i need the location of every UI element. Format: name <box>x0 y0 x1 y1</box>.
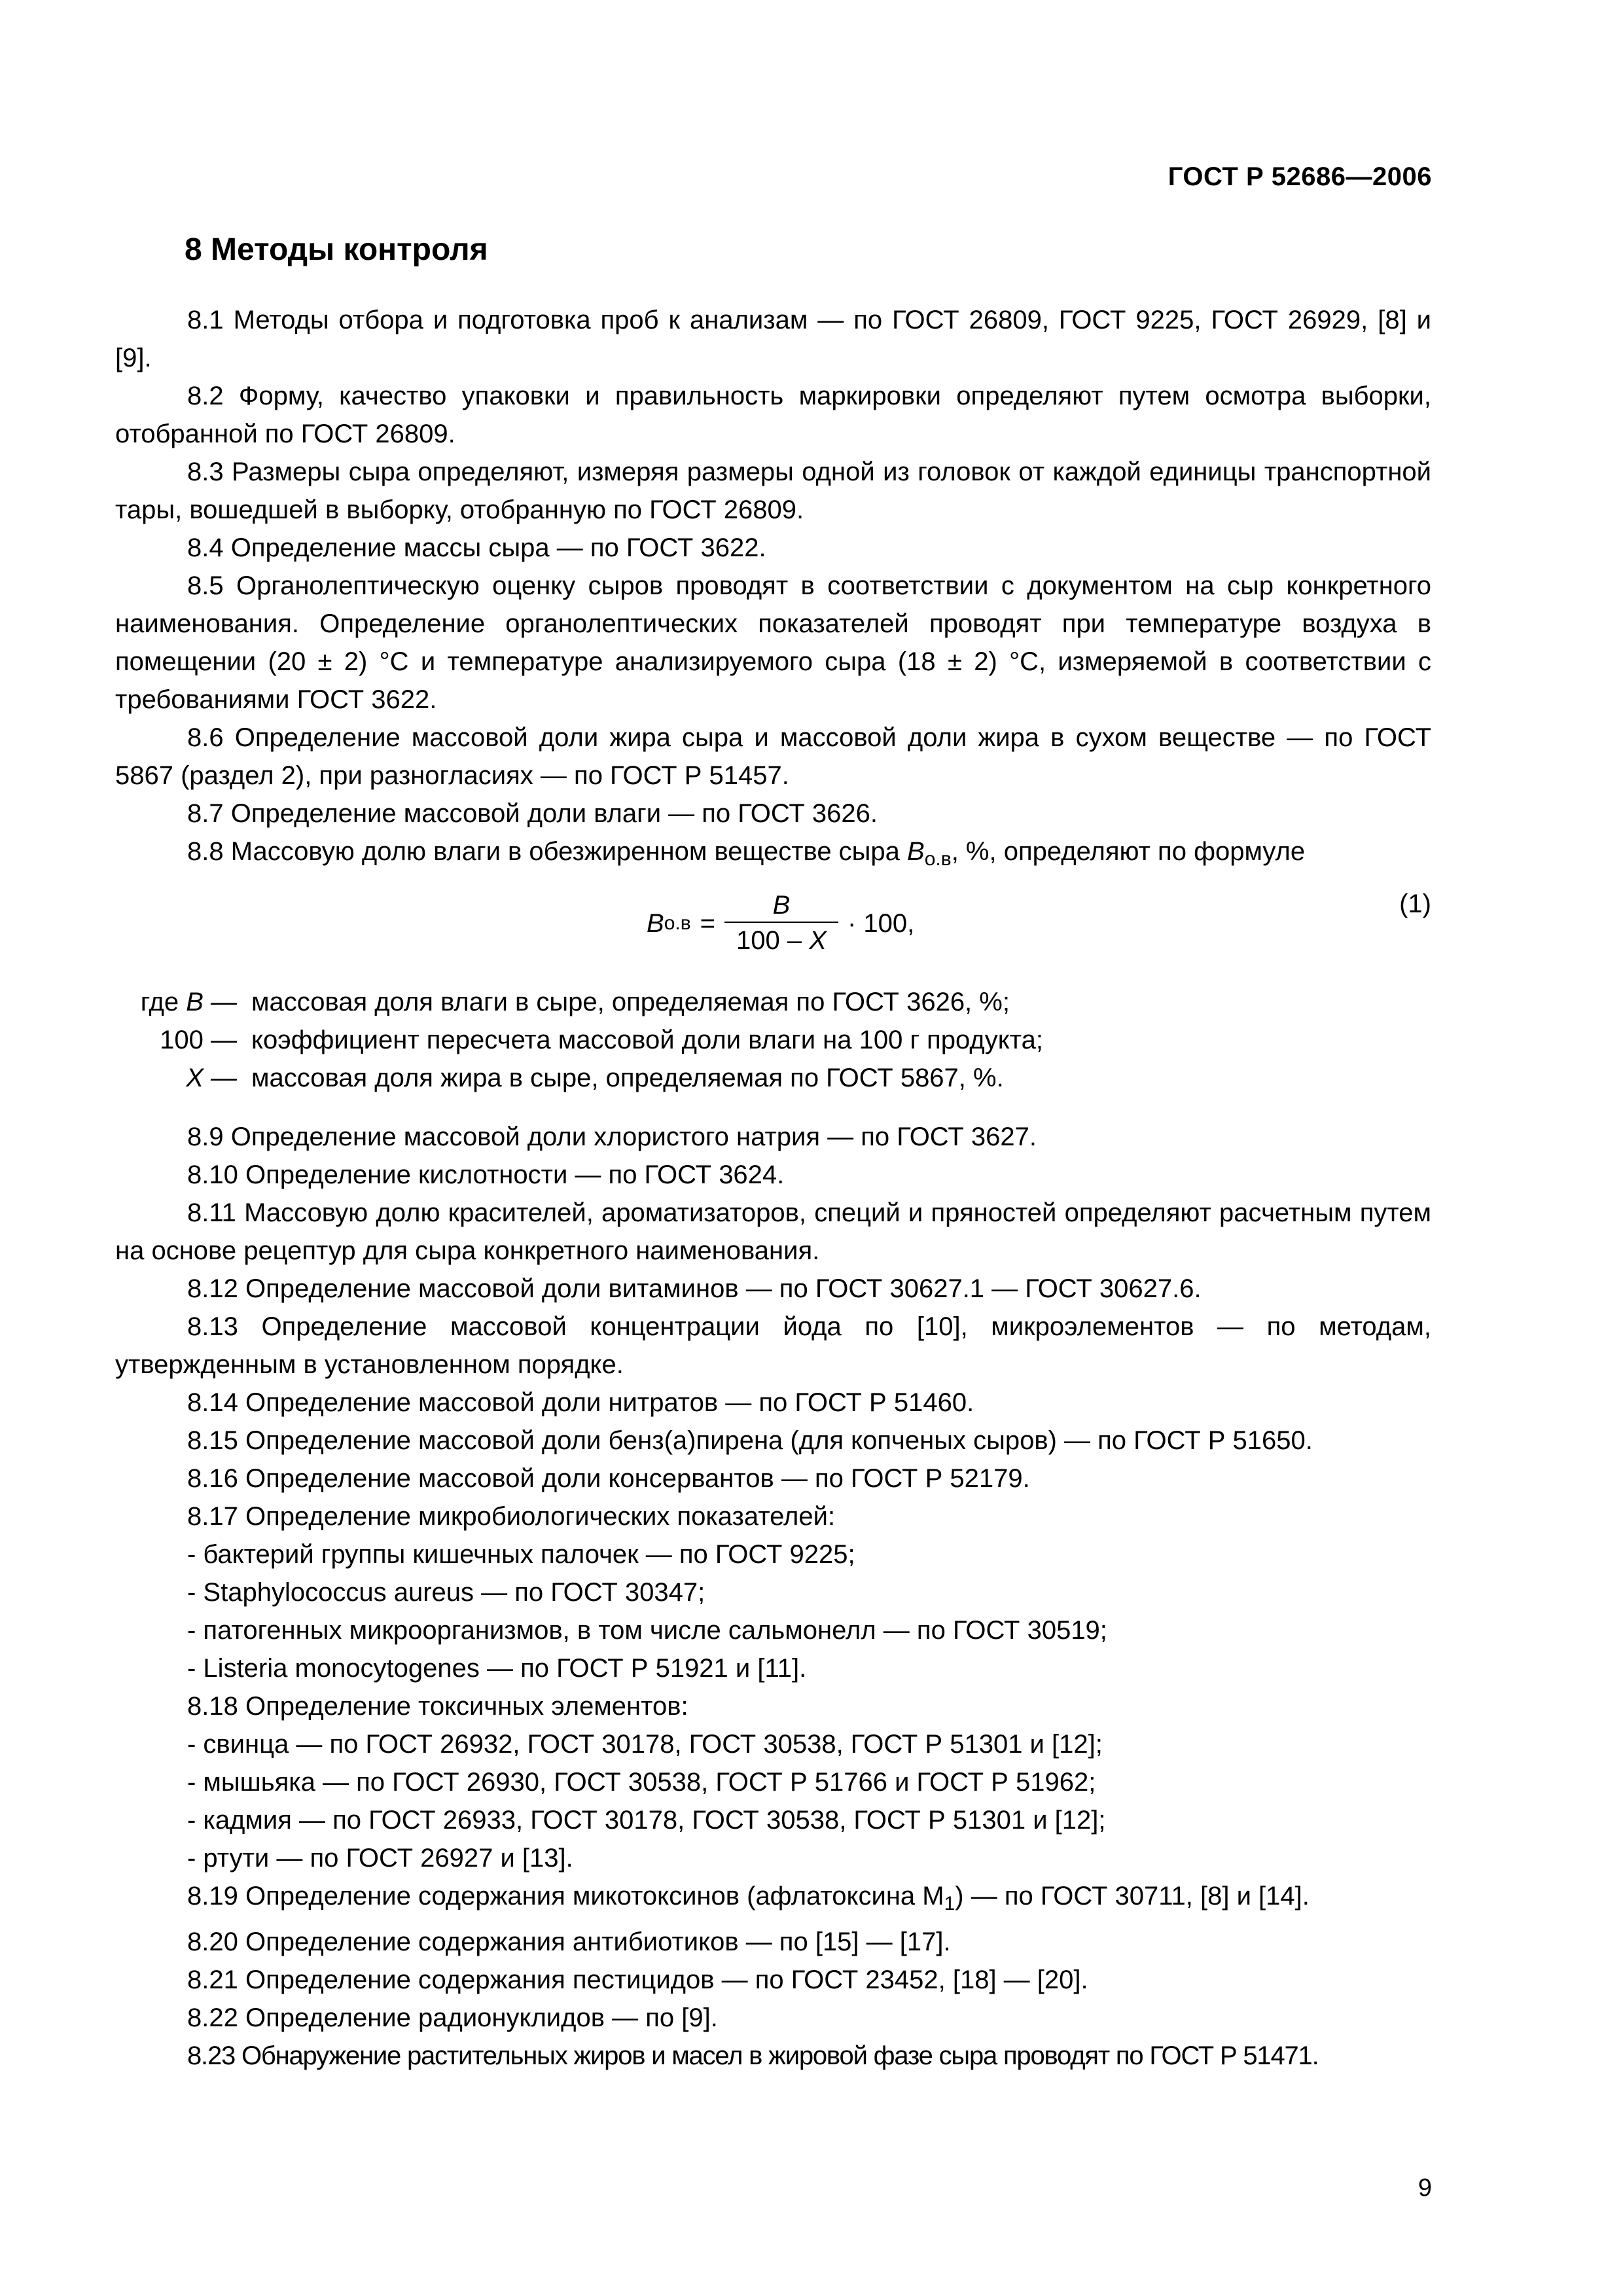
paragraph-8-19-subscript: 1 <box>944 1893 955 1914</box>
paragraph-8-23: 8.23 Обнаружение растительных жиров и масел в жировой фазе сыра проводят по ГОСТ Р 51471. <box>187 2041 1319 2070</box>
formula-numerator-variable: В <box>772 891 791 920</box>
legend-term <box>115 983 251 1021</box>
paragraph-8-11: 8.11 Массовую долю красителей, ароматизаторов, специй и пряностей определяют расчетным путем на основе рецептур для сыра конкретного наименования. <box>115 1198 1431 1265</box>
page-number: 9 <box>1418 2174 1432 2202</box>
list-item: - Listeria monocytogenes — по ГОСТ Р 51921 и [11]. <box>187 1654 807 1683</box>
paragraph-8-3: 8.3 Размеры сыра определяют, измеряя размеры одной из головок от каждой единицы транспортной тары, вошедшей в выборку, отобранную по ГОСТ 26809. <box>115 457 1431 524</box>
legend-definition: коэффициент пересчета массовой доли влаги на 100 г продукта; <box>251 1026 1043 1054</box>
paragraph-8-14: 8.14 Определение массовой доли нитратов — по ГОСТ Р 51460. <box>187 1388 974 1417</box>
section-title: 8 Методы контроля <box>185 232 488 267</box>
paragraph-8-8-start: 8.8 Массовую долю влаги в обезжиренном веществе сыра <box>187 837 908 866</box>
section-content <box>115 301 1431 2075</box>
formula-legend <box>115 983 1431 1097</box>
legend-row <box>115 1021 1431 1059</box>
formula-denominator <box>724 922 838 958</box>
formula-row <box>115 881 1431 980</box>
formula-equals: = <box>700 909 716 938</box>
paragraph-8-22: 8.22 Определение радионуклидов — по [9]. <box>187 2003 718 2032</box>
list-item: - ртути — по ГОСТ 26927 и [13]. <box>187 1844 573 1873</box>
paragraph-8-19 <box>115 1877 1431 1923</box>
formula-denominator-constant: 100 – <box>736 926 802 955</box>
legend-term <box>115 1059 251 1097</box>
legend-row <box>115 983 1431 1021</box>
paragraph-8-7: 8.7 Определение массовой доли влаги — по ГОСТ 3626. <box>187 799 878 828</box>
formula-tail: · 100, <box>847 909 915 938</box>
formula-numerator <box>761 889 802 922</box>
paragraph-8-8-variable: В <box>907 837 925 866</box>
legend-term-symbol: 100 — <box>160 1026 237 1054</box>
legend-row <box>115 1059 1431 1097</box>
paragraph-8-19-start: 8.19 Определение содержания микотоксинов (афлатоксина М <box>187 1882 944 1910</box>
formula-denominator-variable: Х <box>809 926 827 955</box>
paragraph-8-8-end: , %, определяют по формуле <box>951 837 1306 866</box>
list-item: - кадмия — по ГОСТ 26933, ГОСТ 30178, ГОСТ 30538, ГОСТ Р 51301 и [12]; <box>187 1806 1106 1835</box>
legend-term-prefix: где <box>140 988 187 1016</box>
paragraph-8-10: 8.10 Определение кислотности — по ГОСТ 3624. <box>187 1160 785 1189</box>
paragraph-8-5: 8.5 Органолептическую оценку сыров проводят в соответствии с документом на сыр конкретного наименования. Определение органолептических показателей проводят при температуре воздуха в помещении (20 ± 2) °С и температуре анализируемого сыра (18 ± 2) °С, измеряемой в соответствии с требованиями ГОСТ 3622. <box>115 571 1431 714</box>
formula-lhs-subscript: о.в <box>664 912 691 934</box>
legend-definition: массовая доля влаги в сыре, определяемая по ГОСТ 3626, %; <box>251 988 1010 1016</box>
paragraph-8-1: 8.1 Методы отбора и подготовка проб к анализам — по ГОСТ 26809, ГОСТ 9225, ГОСТ 26929, [8] и [9]. <box>115 306 1431 372</box>
paragraph-8-12: 8.12 Определение массовой доли витаминов — по ГОСТ 30627.1 — ГОСТ 30627.6. <box>187 1274 1202 1303</box>
formula-lhs-variable: В <box>647 909 664 938</box>
list-item: - патогенных микроорганизмов, в том числе сальмонелл — по ГОСТ 30519; <box>187 1616 1107 1645</box>
list-item: - мышьяка — по ГОСТ 26930, ГОСТ 30538, ГОСТ Р 51766 и ГОСТ Р 51962; <box>187 1768 1096 1797</box>
paragraph-8-9: 8.9 Определение массовой доли хлористого натрия — по ГОСТ 3627. <box>187 1122 1037 1151</box>
legend-term-symbol: Х — <box>186 1064 237 1092</box>
paragraph-8-8 <box>115 833 1431 878</box>
legend-definition: массовая доля жира в сыре, определяемая по ГОСТ 5867, %. <box>251 1064 1004 1092</box>
paragraph-8-4: 8.4 Определение массы сыра — по ГОСТ 3622. <box>187 533 766 562</box>
paragraph-8-13: 8.13 Определение массовой концентрации йода по [10], микроэлементов — по методам, утвержденным в установленном порядке. <box>115 1312 1431 1379</box>
legend-term <box>115 1021 251 1059</box>
list-item: - бактерий группы кишечных палочек — по ГОСТ 9225; <box>187 1540 855 1569</box>
paragraph-8-2: 8.2 Форму, качество упаковки и правильность маркировки определяют путем осмотра выборки, отобранной по ГОСТ 26809. <box>115 382 1431 448</box>
document-code: ГОСТ Р 52686—2006 <box>1168 162 1432 191</box>
formula-fraction <box>724 889 838 958</box>
paragraph-8-8-subscript: о.в <box>924 848 952 870</box>
paragraph-8-21: 8.21 Определение содержания пестицидов — по ГОСТ 23452, [18] — [20]. <box>187 1965 1088 1994</box>
formula <box>647 889 914 958</box>
legend-term-symbol: В — <box>186 988 237 1016</box>
paragraph-8-15: 8.15 Определение массовой доли бенз(а)пирена (для копченых сыров) — по ГОСТ Р 51650. <box>187 1426 1313 1455</box>
paragraph-8-16: 8.16 Определение массовой доли консервантов — по ГОСТ Р 52179. <box>187 1464 1030 1493</box>
paragraph-8-20: 8.20 Определение содержания антибиотиков — по [15] — [17]. <box>187 1928 951 1956</box>
paragraph-8-19-end: ) — по ГОСТ 30711, [8] и [14]. <box>955 1882 1310 1910</box>
paragraph-8-18: 8.18 Определение токсичных элементов: <box>187 1692 688 1721</box>
paragraph-8-6: 8.6 Определение массовой доли жира сыра и массовой доли жира в сухом веществе — по ГОСТ 5867 (раздел 2), при разногласиях — по ГОСТ Р 51457. <box>115 723 1431 790</box>
list-item: - свинца — по ГОСТ 26932, ГОСТ 30178, ГОСТ 30538, ГОСТ Р 51301 и [12]; <box>187 1730 1103 1759</box>
list-item: - Staphylococcus aureus — по ГОСТ 30347; <box>187 1578 705 1607</box>
paragraph-8-17: 8.17 Определение микробиологических показателей: <box>187 1502 836 1531</box>
equation-number: (1) <box>1399 889 1431 918</box>
